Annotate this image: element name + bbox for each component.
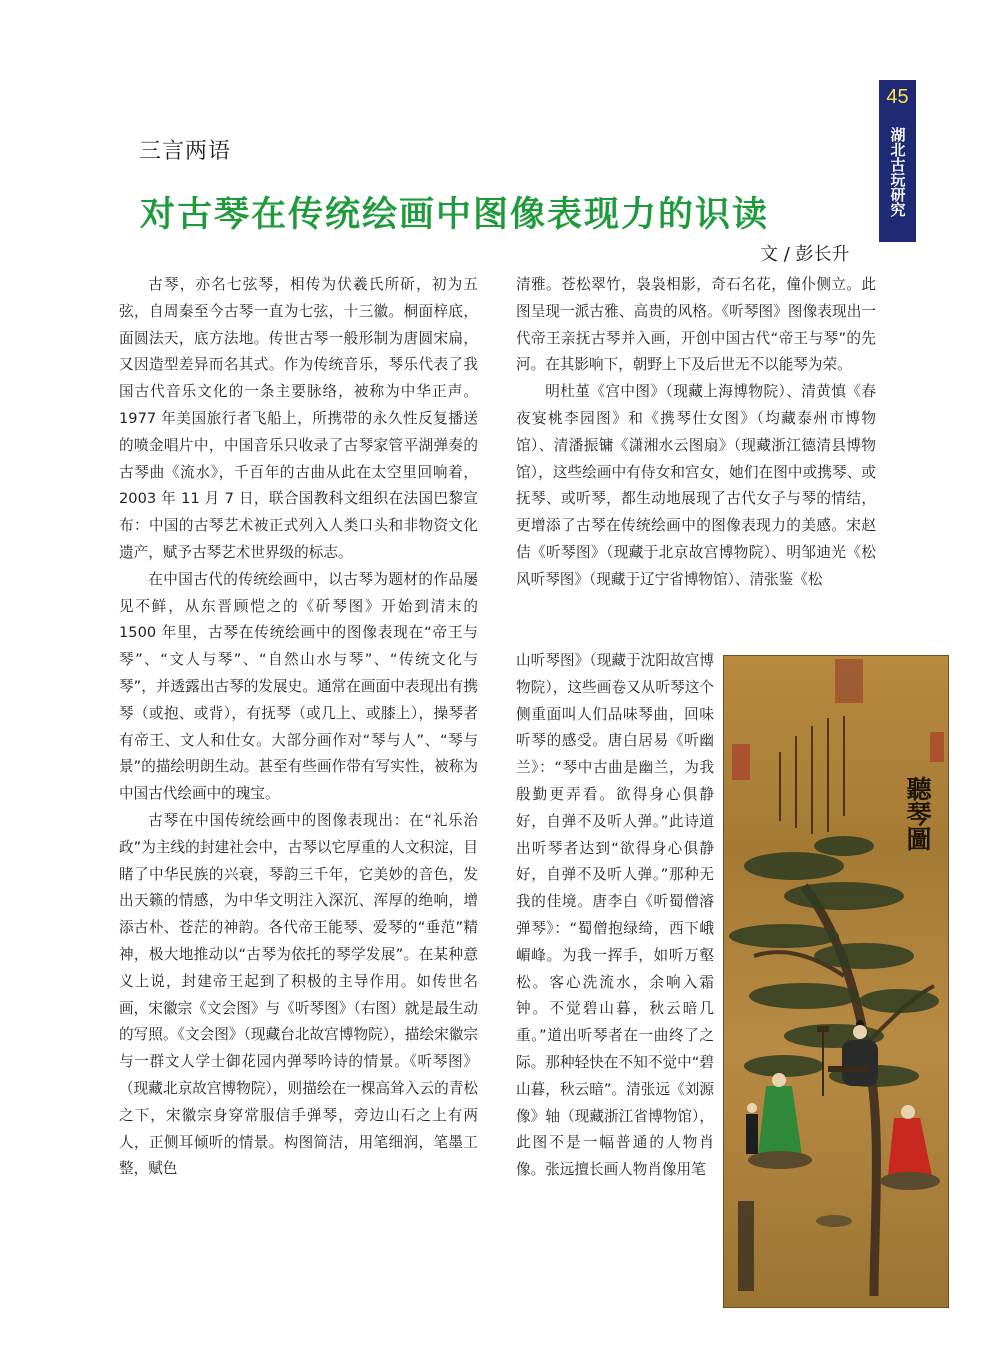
paragraph: 山听琴图》（现藏于沈阳故宫博物院），这些画卷又从听琴这个侧重面叫人们品味琴曲，回味听琴的感受。唐白居易《听幽兰》：“琴中古曲是幽兰，为我殷勤更弄看。欲得身心俱静好，自弹不及听人弹。”此诗道出听琴者达到“欲得身心俱静好，自弹不及听人弹。”那种无我的佳境。唐李白《听蜀僧濬弹琴》：“蜀僧抱绿绮，西下峨嵋峰。为我一挥手，如听万壑松。客心洗流水，余响入霜钟。不觉碧山暮，秋云暗几重。”道出听琴者在一曲终了之际。那种轻快在不知不觉中“碧山暮，秋云暗”。清张远《刘源像》轴（现藏浙江省博物馆），此图不是一幅普通的人物肖像。张远擅长画人物肖像用笔 — [516, 652, 714, 1179]
page-tab — [879, 80, 916, 242]
paragraph: 古琴在中国传统绘画中的图像表现出：在“礼乐治政”为主线的封建社会中，古琴以它厚重的人文积淀，目睹了中华民族的兴衰，琴韵三千年，它美妙的音色，发出天籁的情感，为中华文明注入深沉、浑厚的绝响，增添古朴、苍茫的神韵。各代帝王能琴、爱琴的“垂范”精神，极大地推动以“古琴为依托的琴学发展”。在某种意义上说，封建帝王起到了积极的主导作用。如传世名画，宋徽宗《文会图》与《听琴图》（右图）就是最生动的写照。《文会图》（现藏台北故宫博物院），描绘宋徽宗与一群文人学士御花园内弹琴吟诗的情景。《听琴图》（现藏北京故宫博物院），则描绘在一棵高耸入云的青松之下，宋徽宗身穿常服信手弹琴，旁边山石之上有两人，正侧耳倾听的情景。构图简洁，用笔细润，笔墨工整，赋色 — [119, 811, 478, 1178]
byline: 文 / 彭长升 — [760, 244, 850, 265]
magazine-name: 湖北古玩研究 — [888, 127, 907, 217]
right-column-narrow — [516, 648, 714, 1268]
article-title: 对古琴在传统绘画中图像表现力的识读 — [140, 194, 770, 235]
paragraph: 清雅。苍松翠竹，袅袅相影，奇石名花，僮仆侧立。此图呈现一派古雅、高贵的风格。《听琴图》图像表现出一代帝王亲抚古琴并入画，开创中国古代“帝王与琴”的先河。在其影响下，朝野上下及后世无不以能琴为荣。 — [516, 276, 876, 374]
painting-image — [723, 655, 949, 1308]
painting-illustration — [724, 656, 948, 1307]
paragraph: 明杜堇《宫中图》（现藏上海博物院）、清黄慎《春夜宴桃李园图》和《携琴仕女图》（均藏泰州市博物馆）、清潘振镛《潇湘水云图扇》（现藏浙江德清县博物馆），这些绘画中有侍女和宫女，她们在图中或携琴、或抚琴、或听琴，都生动地展现了古代女子与琴的情结，更增添了古琴在传统绘画中的图像表现力的美感。宋赵佶《听琴图》（现藏于北京故宫博物院）、明邹迪光《松风听琴图》（现藏于辽宁省博物馆）、清张鉴《松 — [516, 383, 876, 588]
section-label: 三言两语 — [139, 139, 232, 164]
paragraph: 古琴，亦名七弦琴，相传为伏羲氏所斫，初为五弦，自周秦至今古琴一直为七弦，十三徽。桐面梓底，面圆法天，底方法地。传世古琴一般形制为唐圆宋扁，又因造型差异而名其式。作为传统音乐，琴乐代表了我国古代音乐文化的一条主要脉络，被称为中华正声。1977 年美国旅行者飞船上，所携带的永久性反复播送的喷金唱片中，中国音乐只收录了古琴家管平湖弹奏的古琴曲《流水》，千百年的古曲从此在太空里回响着，2003 年 11 月 7 日，联合国教科文组织在法国巴黎宣布：中国的古琴艺术被正式列入人类口头和非物资文化遗产，赋予古琴艺术世界级的标志。 — [119, 276, 478, 561]
right-column-top — [516, 272, 876, 652]
left-column — [119, 272, 478, 1272]
page-number: 45 — [886, 86, 909, 108]
paragraph: 在中国古代的传统绘画中，以古琴为题材的作品屡见不鲜，从东晋顾恺之的《斫琴图》开始到清末的 1500 年里，古琴在传统绘画中的图像表现在“帝王与琴”、“文人与琴”、“自然山水与琴”、“传统文化与琴”，并透露出古琴的发展史。通常在画面中表现出有携琴（或抱、或背），有抚琴（或几上、或膝上），操琴者有帝王、文人和仕女。大部分画作对“琴与人”、“琴与景”的描绘明朗生动。甚至有些画作带有写实性，被称为中国古代绘画中的瑰宝。 — [119, 570, 478, 803]
painting-title: 聽琴圖 — [903, 776, 932, 851]
